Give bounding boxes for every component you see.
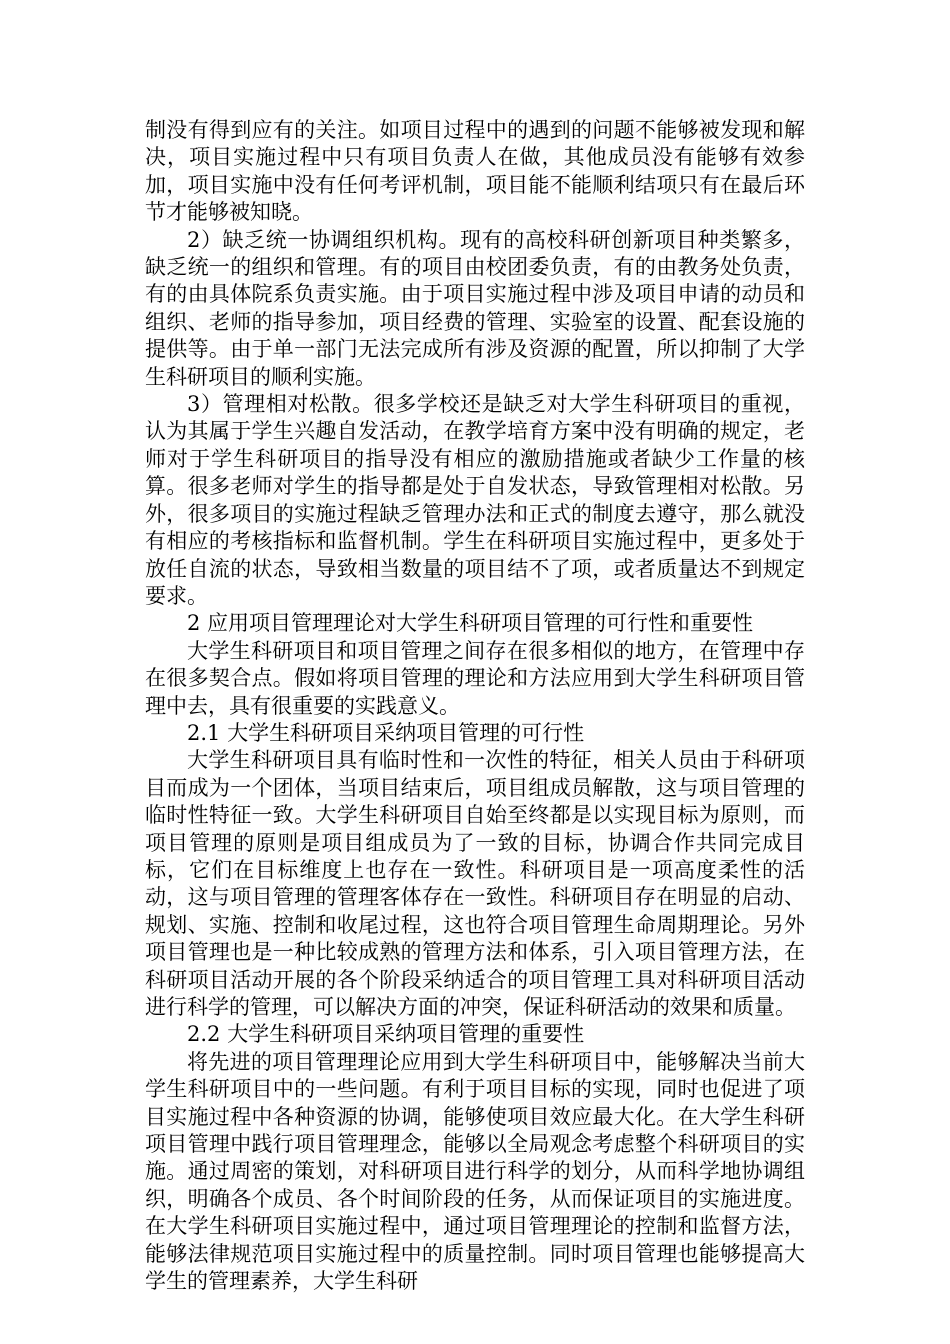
- paragraph-loose-management: 3）管理相对松散。很多学校还是缺乏对大学生科研项目的重视，认为其属于学生兴趣自发活动，在教学培育方案中没有明确的规定，老师对于学生科研项目的指导没有相应的激励措施或者缺少工作量的核算。很多老师对学生的指导都是处于自发状态，导致管理相对松散。另外，很多项目的实施过程缺乏管理办法和正式的制度去遵守，那么就没有相应的考核指标和监督机制。学生在科研项目实施过程中，更多处于放任自流的状态，导致相当数量的项目结不了项，或者质量达不到规定要求。: [145, 392, 805, 608]
- section-heading-2-2: 2.2 大学生科研项目采纳项目管理的重要性: [187, 1022, 585, 1047]
- paragraph-feasibility: 大学生科研项目具有临时性和一次性的特征，相关人员由于科研项目而成为一个团体，当项目结束后，项目组成员解散，这与项目管理的临时性特征一致。大学生科研项目自始至终都是以实现目标为原则，而项目管理的原则是项目组成员为了一致的目标，协调合作共同完成目标，它们在目标维度上也存在一致性。科研项目是一项高度柔性的活动，这与项目管理的管理客体存在一致性。科研项目存在明显的启动、规划、实施、控制和收尾过程，这也符合项目管理生命周期理论。另外项目管理也是一种比较成熟的管理方法和体系，引入项目管理方法，在科研项目活动开展的各个阶段采纳适合的项目管理工具对科研项目活动进行科学的管理，可以解决方面的冲突，保证科研活动的效果和质量。: [145, 748, 805, 1019]
- paragraph-section-2-intro: 大学生科研项目和项目管理之间存在很多相似的地方，在管理中存在很多契合点。假如将项目管理的理论和方法应用到大学生科研项目管理中去，具有很重要的实践意义。: [145, 638, 805, 718]
- paragraph-continuation: 制没有得到应有的关注。如项目过程中的遇到的问题不能够被发现和解决，项目实施过程中只有项目负责人在做，其他成员没有能够有效参加，项目实施中没有任何考评机制，项目能不能顺利结项只有在最后环节才能够被知晓。: [145, 118, 805, 225]
- section-heading-2-1: 2.1 大学生科研项目采纳项目管理的可行性: [187, 720, 585, 745]
- document-body: [145, 117, 805, 1295]
- section-heading-2: 2 应用项目管理理论对大学生科研项目管理的可行性和重要性: [187, 611, 754, 636]
- paragraph-importance: 将先进的项目管理理论应用到大学生科研项目中，能够解决当前大学生科研项目中的一些问题。有利于项目目标的实现，同时也促进了项目实施过程中各种资源的协调，能够使项目效应最大化。在大学生科研项目管理中践行项目管理理念，能够以全局观念考虑整个科研项目的实施。通过周密的策划，对科研项目进行科学的划分，从而科学地协调组织，明确各个成员、各个时间阶段的任务，从而保证项目的实施进度。在大学生科研项目实施过程中，通过项目管理理论的控制和监督方法，能够法律规范项目实施过程中的质量控制。同时项目管理也能够提高大学生的管理素养，大学生科研: [145, 1049, 805, 1294]
- paragraph-coordination: 2）缺乏统一协调组织机构。现有的高校科研创新项目种类繁多，缺乏统一的组织和管理。有的项目由校团委负责，有的由教务处负责，有的由具体院系负责实施。由于项目实施过程中涉及项目申请的动员和组织、老师的指导参加，项目经费的管理、实验室的设置、配套设施的提供等。由于单一部门无法完成所有涉及资源的配置，所以抑制了大学生科研项目的顺利实施。: [145, 227, 805, 389]
